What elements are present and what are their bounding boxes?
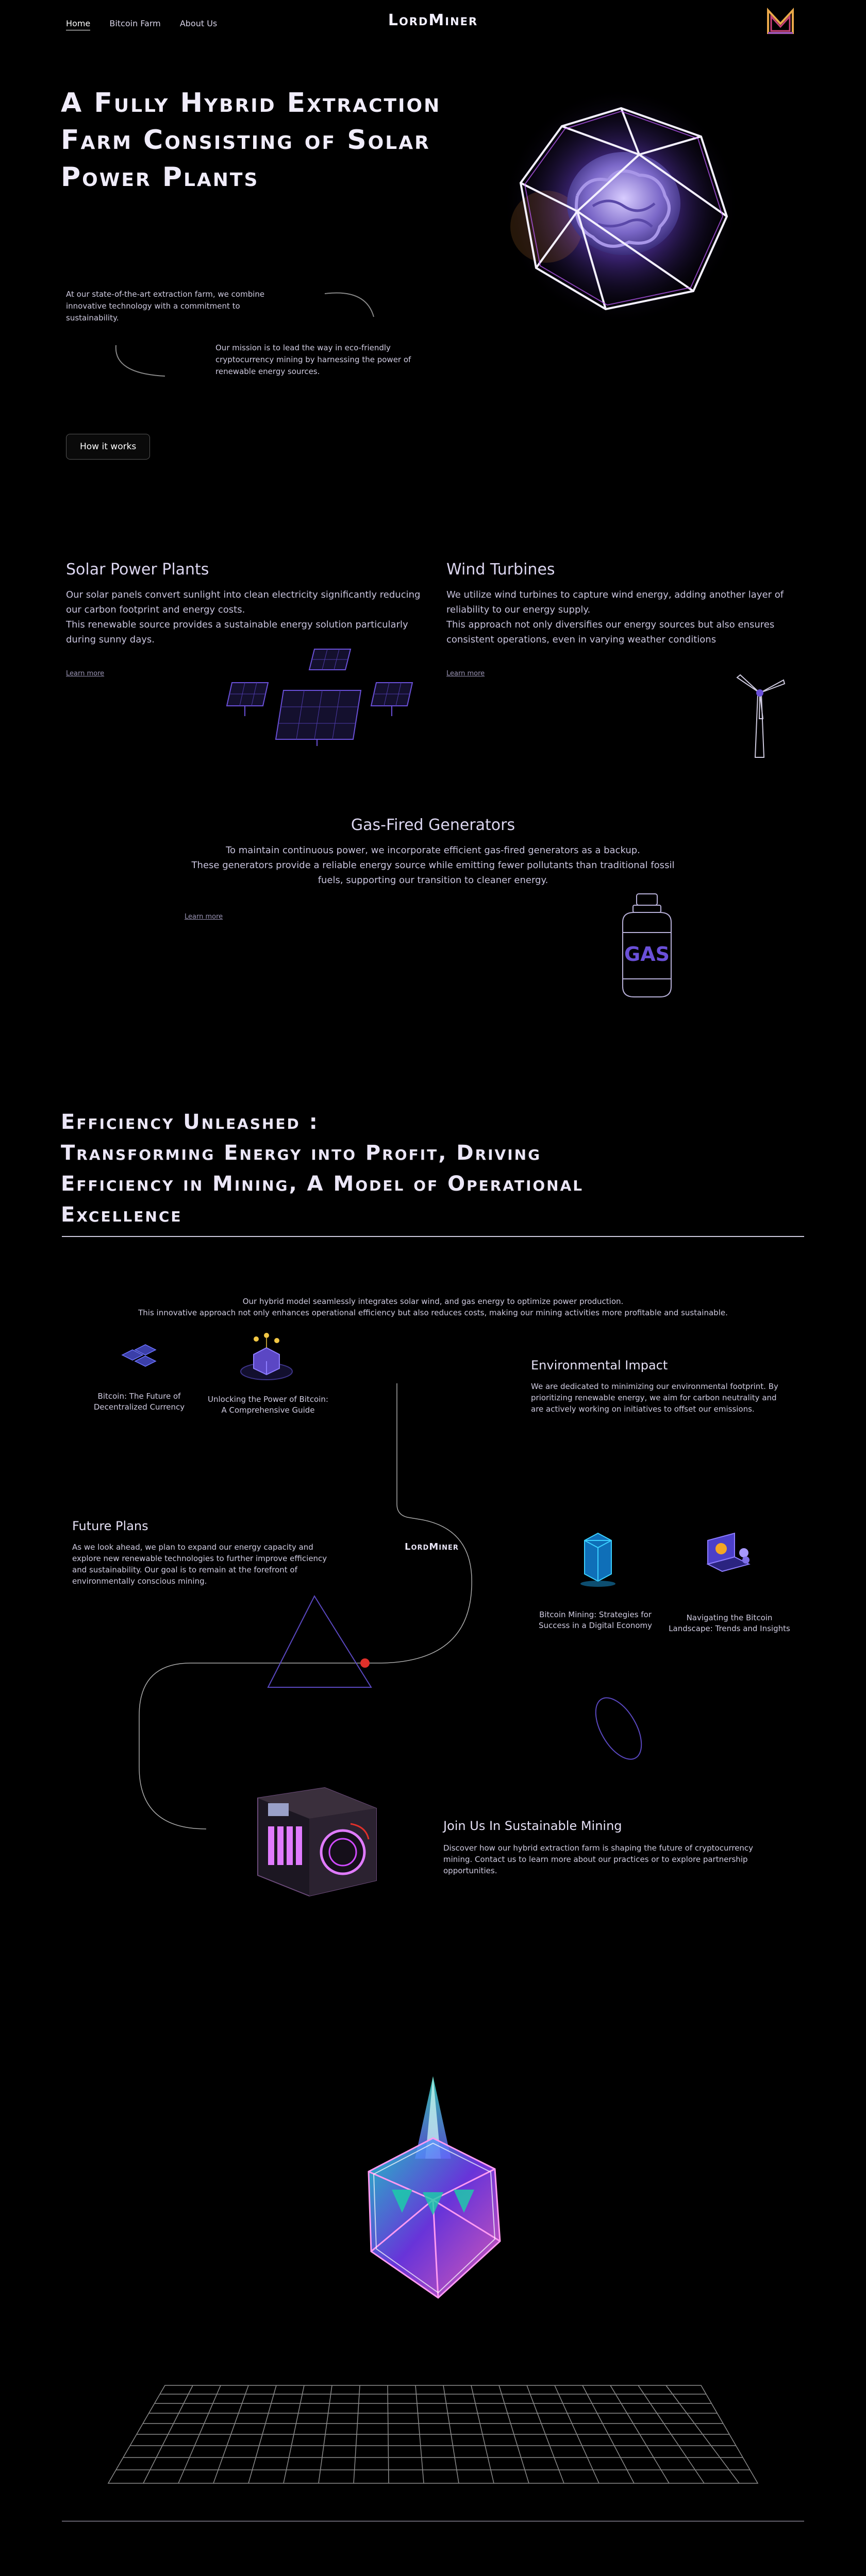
curve-arrow-decoration xyxy=(314,289,381,325)
future-plans-title: Future Plans xyxy=(72,1519,148,1533)
curve-arrow-decoration xyxy=(108,340,175,381)
gas-title: Gas-Fired Generators xyxy=(351,816,515,834)
bitcoin-chips-icon xyxy=(114,1340,161,1370)
solar-title: Solar Power Plants xyxy=(66,561,209,579)
efficiency-title xyxy=(61,1107,731,1230)
hero-title-line: A Fully Hybrid Extraction xyxy=(61,88,441,118)
efficiency-intro: Our hybrid model seamlessly integrates solar wind, and gas energy to optimize power production. This innovative approach not only enhances operational efficiency but also reduces costs, making our mining activities more profitable and sustainable. xyxy=(138,1297,728,1317)
wind-title: Wind Turbines xyxy=(446,561,555,579)
hero-text-1: At our state-of-the-art extraction farm, we combine innovative technology with a commitment to sustainability. xyxy=(66,290,265,323)
gas-text: To maintain continuous power, we incorporate efficient gas-fired generators as a backup. These generators provide a reliable energy source while emitting fewer pollutants than traditional fossil fuels, supporting our transition to cleaner energy. xyxy=(191,845,675,886)
card-mining-strategies[interactable]: Bitcoin Mining: Strategies for Success in a Digital Economy xyxy=(538,1610,653,1630)
env-impact-title: Environmental Impact xyxy=(531,1358,668,1372)
hero-crystal-brain-illustration xyxy=(485,88,758,330)
efficiency-title-line: Efficiency Unleashed : xyxy=(61,1110,319,1134)
section-divider xyxy=(62,1236,804,1237)
card-bitcoin-future[interactable]: Bitcoin: The Future of Decentralized Currency xyxy=(93,1392,185,1412)
center-logo: LordMiner xyxy=(405,1541,459,1552)
nav-bitcoin-farm[interactable]: Bitcoin Farm xyxy=(109,19,161,28)
hero-title-line: Farm Consisting of Solar xyxy=(61,125,430,156)
efficiency-title-line: Efficiency in Mining, A Model of Operational xyxy=(61,1172,584,1196)
hero-text-2: Our mission is to lead the way in eco-friendly cryptocurrency mining by harnessing the power of renewable energy sources. xyxy=(215,343,411,376)
m-logo-icon[interactable] xyxy=(765,7,796,36)
top-nav xyxy=(66,19,234,28)
efficiency-title-line: Excellence xyxy=(61,1203,182,1227)
nav-home[interactable]: Home xyxy=(66,19,90,30)
path-lines-decoration xyxy=(103,1381,515,1844)
gas-learn-more[interactable]: Learn more xyxy=(185,913,223,921)
solar-text: Our solar panels convert sunlight into clean electricity significantly reducing our carbon footprint and energy costs. This renewable source provides a sustainable energy solution particularly during sunny days. xyxy=(66,589,421,645)
efficiency-title-line: Transforming Energy into Profit, Driving xyxy=(61,1141,542,1165)
wind-learn-more[interactable]: Learn more xyxy=(446,670,485,677)
future-plans-text: As we look ahead, we plan to expand our energy capacity and explore new renewable technologies to further improve efficiency and sustainability. Our goal is to remain at the forefront of environmentally conscious mining. xyxy=(72,1543,327,1586)
gas-tank-illustration xyxy=(613,891,680,999)
wind-turbine-illustration xyxy=(727,670,799,762)
wind-text: We utilize wind turbines to capture wind energy, adding another layer of reliability to our energy supply. This approach not only diversifies our energy sources but also ensures consistent operations, even in varying weather conditions xyxy=(446,589,784,645)
header-logo[interactable]: LordMiner xyxy=(388,11,478,29)
bitcoin-laptop-icon xyxy=(698,1530,755,1582)
solar-panels-illustration xyxy=(222,644,423,747)
nav-about-us[interactable]: About Us xyxy=(179,19,218,28)
crystal-beacon-illustration xyxy=(340,2071,526,2308)
hero-title-line: Power Plants xyxy=(61,162,259,193)
bitcoin-box-icon xyxy=(238,1331,295,1383)
grid-floor-decoration xyxy=(103,2380,763,2488)
ellipse-decoration xyxy=(588,1690,649,1767)
card-navigating-bitcoin[interactable]: Navigating the Bitcoin Landscape: Trends and Insights xyxy=(669,1613,790,1633)
join-us-title: Join Us In Sustainable Mining xyxy=(443,1819,622,1833)
how-it-works-button[interactable]: How it works xyxy=(66,434,150,460)
mining-rig-illustration xyxy=(247,1777,387,1906)
join-us-text: Discover how our hybrid extraction farm is shaping the future of cryptocurrency mining. Contact us to learn more about our practices or to explore partnership opportunities. xyxy=(443,1843,754,1875)
solar-learn-more[interactable]: Learn more xyxy=(66,670,105,677)
gas-tank-label: GAS xyxy=(624,943,670,965)
env-impact-text: We are dedicated to minimizing our environmental footprint. By prioritizing renewable energy, we aim for carbon neutrality and are actively working on initiatives to offset our emissions. xyxy=(531,1382,778,1414)
card-unlocking-bitcoin[interactable]: Unlocking the Power of Bitcoin: A Comprehensive Guide xyxy=(208,1395,328,1415)
bitcoin-server-icon xyxy=(577,1530,619,1587)
hero-title xyxy=(61,84,504,196)
